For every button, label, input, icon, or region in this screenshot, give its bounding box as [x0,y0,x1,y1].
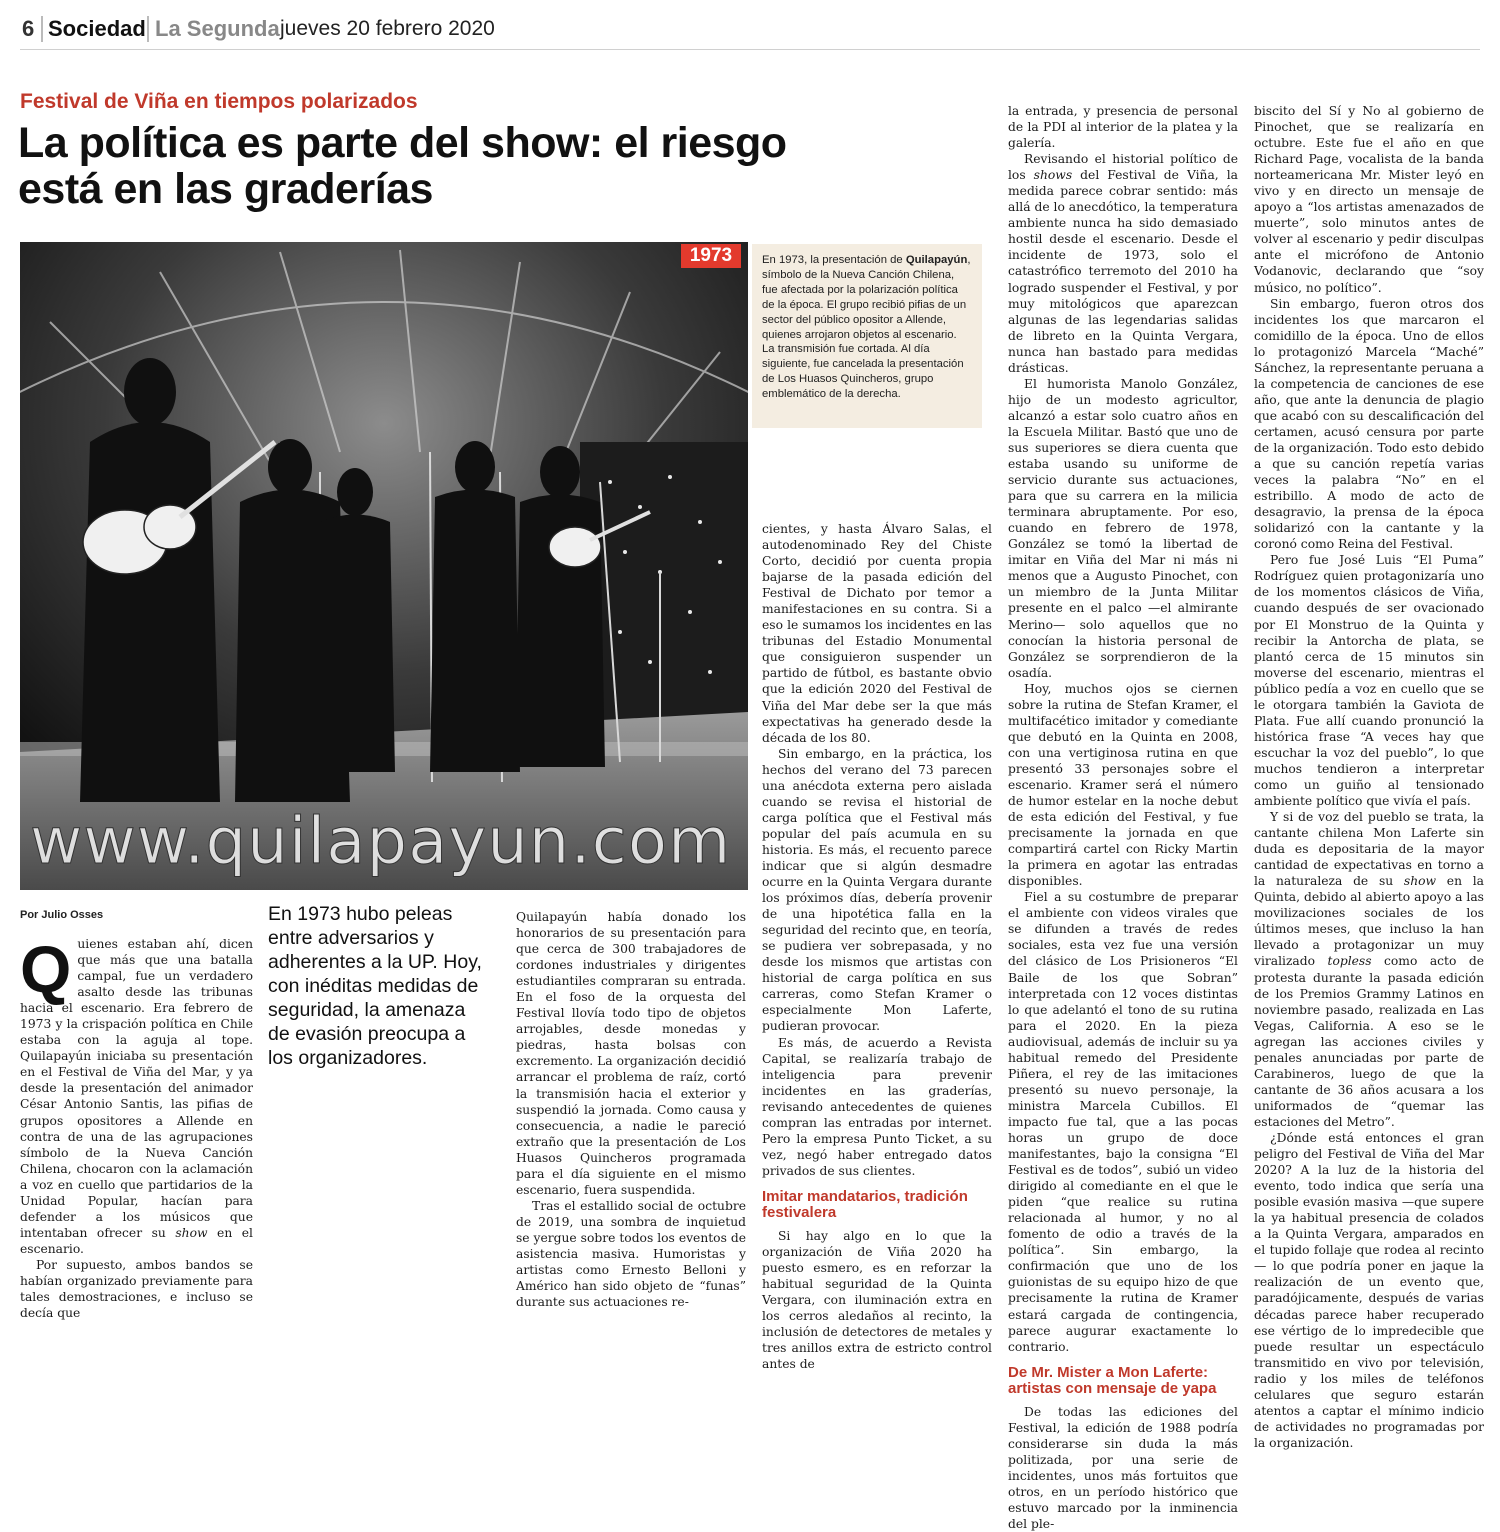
body-paragraph: Por supuesto, ambos bandos se habían organizado previamente para tales demostraciones, e incluso se decía que [20,1257,253,1321]
body-paragraph: Sin embargo, fueron otros dos incidentes los que marcaron el comidillo de la época. Uno de ellos lo protagonizó Marcela “Maché” Sánchez, la representante peruana a la competencia de canciones de ese año, que ante la denuncia de plagio que acabó con su descalificación del certamen, acusó censura por parte de la organización. Todo esto debido a que su canción repetía varias veces la palabra “No” en el estribillo. A modo de acto de desagravio, la prensa de la época solidarizó con la cantante y la coronó como Reina del Festival. [1254,296,1485,552]
body-paragraph: Fiel a su costumbre de preparar el ambiente con videos virales que se difunden a través de redes sociales, esta vez fue una versión del clásico de Los Prisioneros “El Baile de los que Sobran” interpretada con 12 voces distintas lo que adelantó el tono de su rutina para el 2020. En la pieza audiovisual, además de incluir su ya habitual remedo del Presidente Piñera, el rey de las imitaciones presentó su nuevo personaje, la ministra Marcela Cubillos. El impacto fue tal, que a las pocas horas un grupo de doce manifestantes, bajo la consigna “El Festival es de todos”, subió un video dirigido al comediante en el que le piden “que realice su rutina relacionada al humor, y no al fomento de odio a través de la política”. Sin embargo, la confirmación que uno de los guionistas de su equipo hizo de que precisamente la rutina de Kramer estará cargada de contingencia, parece augurar exactamente lo contrario. [1008,890,1238,1354]
section-name: Sociedad [48,16,146,41]
watermark-text: www.quilapayun.com [30,805,732,879]
body-paragraph: Sin embargo, en la práctica, los hechos del verano del 73 parecen una anécdota externa pero aislada cuando se revisa el historial de carga política que el Festival más popular del país acumula en su historia. Es más, el recuento parece indicar que si algún desmadre ocurre en la Quinta Vergara durante los próximos días, debería provenir de una hipotética falla en la seguridad del recinto que, en teoría, se pudiera ver sobrepasada, y no desde los mismos que artistas con historial de carga política en sus carreras, como Stefan Kramer o especialmente Mon Laferte, pudieran provocar. [762,746,992,1034]
article-column-5 [1254,103,1484,1451]
caption-band-name: Quilapayún [905,254,968,266]
body-paragraph: la entrada, y presencia de personal de la PDI al interior de la platea y la galería. [1008,104,1238,151]
masthead-divider [41,16,43,42]
concert-photo [20,242,748,890]
body-paragraph: cientes, y hasta Álvaro Salas, el autodenominado Rey del Chiste Corto, decidió por cuenta propia bajarse de la pasada edición del Festival de Dichato por temor a manifestaciones en su contra. Si a eso le sumamos los incidentes en las tribunas del Estadio Monumental que consiguieron suspender un partido de fútbol, es bastante obvio que la edición 2020 del Festival de Viña del Mar debe ser la que más expectativas ha generado desde la década de los 80. [762,522,992,745]
body-paragraph: biscito del Sí y No al gobierno de Pinochet, que se realizaría en octubre. Este fue el año en que Richard Page, vocalista de la banda norteamericana Mr. Mister leyó en vivo y en directo un mensaje de apoyo a “los artistas amenazados de muerte”, solo minutos antes de volver al escenario y pedir disculpas ante el micrófono de Antonio Vodanovic, declarando que “soy músico, no político”. [1254,104,1484,295]
issue-date: jueves 20 febrero 2020 [280,17,495,40]
masthead [0,0,1500,50]
body-paragraph: Quilapayún había donado los honorarios de su presentación para que cerca de 300 trabajadores de cordones industriales y dirigentes estudiantiles compraran su entrada. En el foso de la orquesta del Festival llovía todo tipo de objetos arrojables, desde monedas y piedras, hasta bolsas con excremento. La organización decidió arrancar el problema de raíz, cortó la transmisión hacia el exterior y suspendió la jornada. Como causa y consecuencia, a nadie le pareció extraño que la presentación de Los Huasos Quincheros programada para el día siguiente en el mismo escenario, fuera suspendida. [516,910,746,1197]
body-paragraph: Tras el estallido social de octubre de 2019, una sombra de inquietud se yergue sobre todos los eventos de asistencia masiva. Humoristas y artistas como Ernesto Belloni y Américo han sido objeto de “funas” durante sus actuaciones re- [516,1198,746,1310]
article-column-2 [516,909,746,1310]
stage-photo-image [20,242,748,890]
body-paragraph: Hoy, muchos ojos se ciernen sobre la rutina de Stefan Kramer, el multifacético imitador y comediante que debutó en la Quinta en 2008, con una vertiginosa rutina en que presentó 33 personajes sobre el escenario. Kramer será el número de humor estelar en la noche debut de esta edición del Festival, y fue precisamente la jornada en que compartirá cartel con Ricky Martin la primera en agotar las entradas disponibles. [1008,681,1238,889]
newspaper-name: La Segunda [155,16,280,41]
article-column-3 [762,521,992,1372]
body-paragraph: ¿Dónde está entonces el gran peligro del Festival de Viña del Mar 2020? A la luz de la historia del evento, todo indica que sería una posible evasión masiva —que supere la ya habitual presencia de colados a la Quinta Vergara, amparados en el tupido follaje que rodea al recinto— lo que podría poner en jaque la realización de un evento que, paradójicamente, después de varias décadas parece haber recuperado ese vértigo de lo impredecible que puede resultar un espectáculo transmitido en vivo por televisión, radio y los miles de teléfonos celulares que seguro estarán atentos a captar el mínimo indicio de actividades no programadas por la organización. [1254,1131,1484,1450]
masthead-rule [20,49,1480,50]
body-paragraph: Es más, de acuerdo a Revista Capital, se realizaría trabajo de inteligencia para prevenir incidentes en las graderías, revisando antecedentes de quienes compran las entradas por internet. Pero la empresa Punto Ticket, a su vez, negó haber entregado datos privados de sus clientes. [762,1035,992,1178]
body-paragraph: Y si de voz del pueblo se trata, la cantante chilena Mon Laferte sin duda es depositaria de la mayor cantidad de expectativas en torno a la naturaleza de su show en la Quinta, debido al abierto apoyo a las movilizaciones sociales de los últimos meses, que incluso la han llevado a protagonizar un muy viralizado topless como acto de protesta durante la pasada edición de los Premios Grammy Latinos en noviembre pasado, realizada en Las Vegas, California. A eso se le agregan las acciones civiles y penales anunciadas por parte de Carabineros, luego de que la cantante de 36 años acusara a los uniformados de “quemar las estaciones del Metro”. [1254,810,1484,1129]
subheading: De Mr. Mister a Mon Laferte: artistas con mensaje de yapa [1008,1363,1217,1398]
drop-cap: Q [20,932,72,1006]
body-paragraph: Revisando el historial político de los shows del Festival de Viña, la medida parece cobrar sentido: más allá de lo anecdótico, la temperatura ambiente nunca ha sido demasiado hostil desde el escenario. Desde el incidente de 1973, solo el catastrófico terremoto del 2010 ha logrado suspender el Festival, y por muy mitológicos que aparezcan algunas de las legendarias salidas de libreto en la Quinta Vergara, nunca han bastado para medidas drásticas. [1008,152,1238,375]
body-paragraph: De todas las ediciones del Festival, la edición de 1988 podría considerarse sin duda la más politizada, por una serie de incidentes, unos más fortuitos que otros, en un período histórico que estuvo marcado por la inminencia del ple- [1008,1404,1238,1531]
byline: Por Julio Osses [20,909,104,921]
pull-quote: En 1973 hubo peleas entre adversarios y adherentes a la UP. Hoy, con inéditas medidas de seguridad, la amenaza de evasión preocupa a los organizadores. [268,903,482,1069]
body-paragraph: Pero fue José Luis “El Puma” Rodríguez quien protagonizaría uno de los momentos clásicos de Viña, cuando después de ser ovacionado por El Monstruo de la Quinta y recibir la Antorcha de plata, se plantó cerca de 15 minutos sin moverse del escenario, mientras el público pedía a voz en cuello que se le otorgara también la Gaviota de Plata. Fue allí cuando pronunció la histórica frase “A veces hay que escuchar la voz del pueblo”, lo que muchos tendieron a interpretar como un guiño al tensionado ambiente político que vivía el país. [1254,553,1484,809]
subheading: Imitar mandatarios, tradición festivalera [762,1187,968,1222]
body-paragraph: El humorista Manolo González, hijo de un modesto agricultor, alcanzó a estar solo cuatro años en la Escuela Militar. Bastó que uno de sus superiores se diera cuenta que estaba usando su uniforme de servicio durante sus actuaciones, para que su carrera en la milicia terminara abruptamente. Por eso, cuando en febrero de 1978, González se tomó la libertad de imitar en Viña del Mar ni más ni menos que a Augusto Pinochet, con un miembro de la Junta Militar presente en el palco —el almirante Merino— solo aquellos que no conocían la historia personal de González se sorprendieron de la osadía. [1008,376,1238,680]
photo-caption-box [752,244,982,428]
lead-paragraph: Quienes estaban ahí, dicen que más que una batalla campal, fue un verdadero asalto desde las tribunas hacia el escenario. Era febrero de 1973 y la crispación política en Chile estaba con la aguja al tope. Quilapayún iniciaba su presentación en el Festival de Viña del Mar, y ya desde la presentación del animador César Antonio Santis, las pifias de grupos opositores a Allende en contra de una de las agrupaciones símbolo de la Nueva Canción Chilena, chocaron con la aclamación a voz en cuello que partidarios de la Unidad Popular, hacían para defender a los músicos que intentaban ofrecer su show en el escenario. [20,932,253,1256]
masthead-divider [147,16,149,42]
photo-caption: En 1973, la presentación de Quilapayún, símbolo de la Nueva Canción Chilena, fue afectada por la polarización política de la época. El grupo recibió pifias de un sector del público opositor a Allende, quienes arrojaron objetos al escenario. La transmisión fue cortada. Al día siguiente, fue cancelada la presentación de Los Huasos Quincheros, grupo emblemático de la derecha. [762,254,971,401]
page-number: 6 [22,16,35,41]
photo-year-tag: 1973 [681,244,741,268]
article-column-1 [20,932,253,1321]
article-column-4 [1008,103,1238,1532]
article-kicker: Festival de Viña en tiempos polarizados [20,90,418,113]
article-headline: La política es parte del show: el riesgo está en las graderías [18,119,787,214]
body-paragraph: Si hay algo en lo que la organización de Viña 2020 ha puesto esmero, es en reforzar la habitual seguridad de la Quinta Vergara, con iluminación extra en los cerros aledaños al recinto, la inclusión de detectores de metales y tres anillos extra de estricto control antes de [762,1228,992,1372]
